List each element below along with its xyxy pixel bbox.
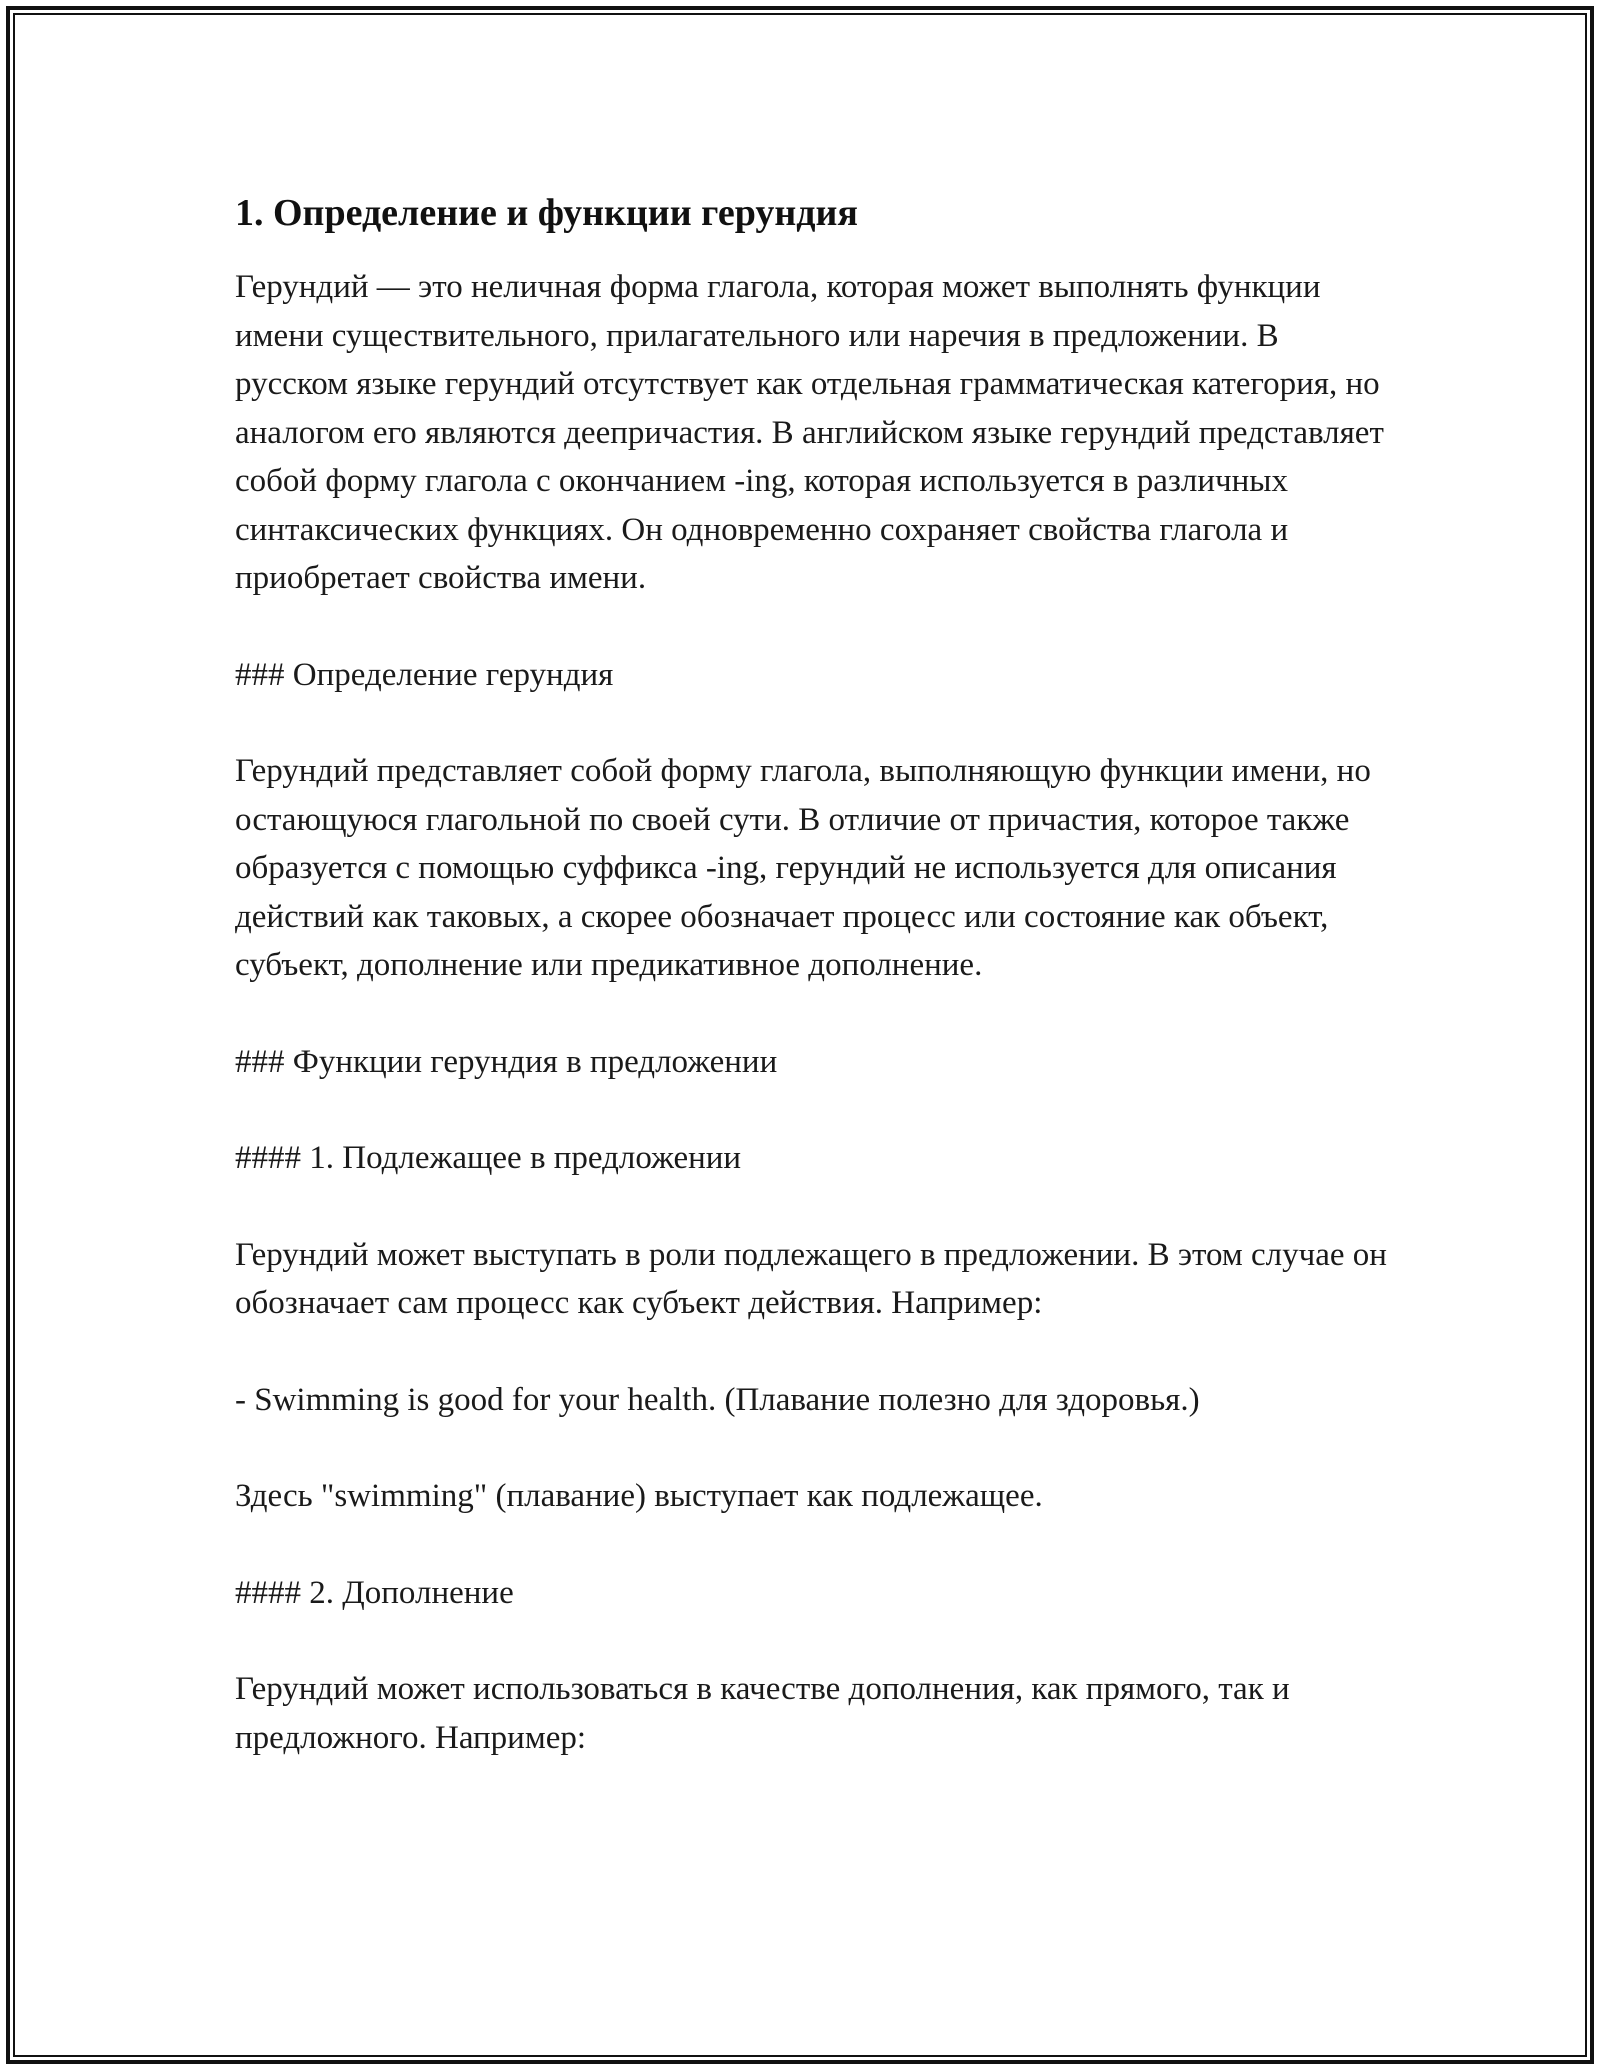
subheading-subject: #### 1. Подлежащее в предложении <box>235 1140 742 1176</box>
paragraph-intro: Герундий — это неличная форма глагола, которая может выполнять функции имени существительного, прилагательного или наречия в предложении. В русском языке герундий отсутствует как отдельная грамматическая категория, но аналогом его являются деепричастия. В английском языке герундий представляет собой форму глагола с окончанием -ing, которая используется в различных синтаксических функциях. Он одновременно сохраняет свойства глагола и приобретает свойства имени. <box>235 269 1384 596</box>
document-title: 1. Определение и функции герундия <box>235 192 858 234</box>
subheading-functions: ### Функции герундия в предложении <box>235 1043 778 1080</box>
example-swimming: - Swimming is good for your health. (Плавание полезно для здоровья.) <box>235 1381 1200 1418</box>
document-body <box>235 187 1395 1810</box>
paragraph-definition: Герундий представляет собой форму глагола, выполняющую функции имени, но остающуюся глагольной по своей сути. В отличие от причастия, которое также образуется с помощью суффикса -ing, герундий не используется для описания действий как таковых, а скорее обозначает процесс или состояние как объект, субъект, дополнение или предикативное дополнение. <box>235 753 1371 983</box>
paragraph-swimming-explanation: Здесь "swimming" (плавание) выступает как подлежащее. <box>235 1478 1043 1514</box>
paragraph-object: Герундий может использоваться в качестве дополнения, как прямого, так и предложного. Например: <box>235 1671 1290 1756</box>
paragraph-subject: Герундий может выступать в роли подлежащего в предложении. В этом случае он обозначает сам процесс как субъект действия. Например: <box>235 1236 1387 1321</box>
subheading-object: #### 2. Дополнение <box>235 1574 514 1611</box>
subheading-definition: ### Определение герундия <box>235 656 614 693</box>
